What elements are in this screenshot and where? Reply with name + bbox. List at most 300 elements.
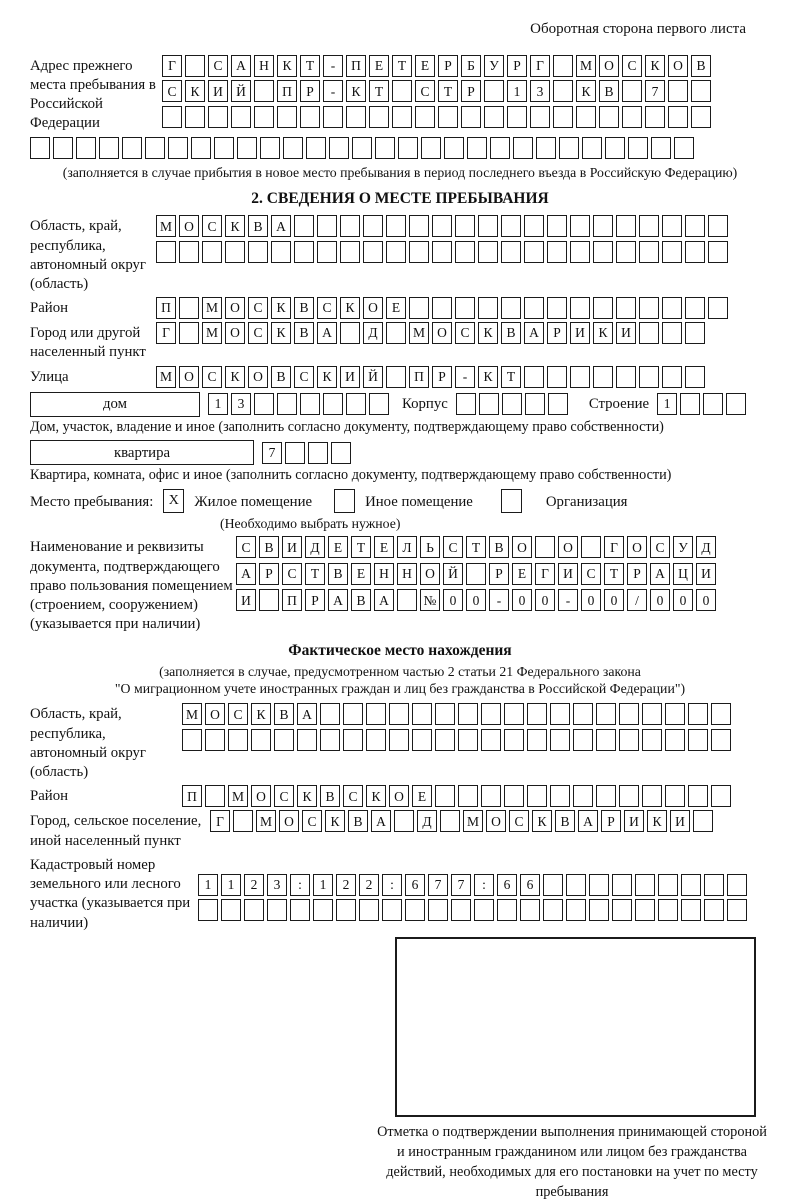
char-box[interactable] bbox=[392, 106, 412, 128]
char-box[interactable] bbox=[467, 137, 487, 159]
char-box[interactable] bbox=[593, 297, 613, 319]
char-box[interactable] bbox=[369, 393, 389, 415]
char-box[interactable] bbox=[185, 55, 205, 77]
char-box[interactable]: И bbox=[208, 80, 228, 102]
char-box[interactable] bbox=[182, 729, 202, 751]
char-box[interactable] bbox=[317, 215, 337, 237]
char-box[interactable] bbox=[208, 106, 228, 128]
char-box[interactable]: С bbox=[581, 563, 601, 585]
char-box[interactable]: Г bbox=[162, 55, 182, 77]
char-box[interactable] bbox=[386, 215, 406, 237]
char-box[interactable] bbox=[179, 241, 199, 263]
char-box[interactable] bbox=[228, 729, 248, 751]
char-box[interactable] bbox=[168, 137, 188, 159]
char-box[interactable]: О bbox=[179, 215, 199, 237]
char-box[interactable] bbox=[329, 137, 349, 159]
char-box[interactable]: - bbox=[489, 589, 509, 611]
char-box[interactable]: А bbox=[371, 810, 391, 832]
char-box[interactable] bbox=[300, 393, 320, 415]
char-box[interactable] bbox=[382, 899, 402, 921]
char-box[interactable]: Й bbox=[231, 80, 251, 102]
char-box[interactable] bbox=[553, 55, 573, 77]
char-box[interactable]: Е bbox=[351, 563, 371, 585]
char-box[interactable] bbox=[727, 874, 747, 896]
char-box[interactable] bbox=[343, 703, 363, 725]
char-box[interactable]: М bbox=[182, 703, 202, 725]
char-box[interactable]: 1 bbox=[313, 874, 333, 896]
char-box[interactable]: - bbox=[558, 589, 578, 611]
char-box[interactable] bbox=[570, 241, 590, 263]
char-box[interactable] bbox=[99, 137, 119, 159]
char-box[interactable] bbox=[451, 899, 471, 921]
char-box[interactable]: Р bbox=[300, 80, 320, 102]
char-box[interactable]: А bbox=[317, 322, 337, 344]
stay-other-checkbox[interactable] bbox=[334, 489, 355, 513]
char-box[interactable]: В bbox=[489, 536, 509, 558]
char-box[interactable] bbox=[320, 703, 340, 725]
char-box[interactable]: В bbox=[271, 366, 291, 388]
char-box[interactable]: Т bbox=[604, 563, 624, 585]
char-box[interactable] bbox=[389, 729, 409, 751]
char-box[interactable] bbox=[502, 393, 522, 415]
char-box[interactable]: : bbox=[290, 874, 310, 896]
char-box[interactable] bbox=[639, 366, 659, 388]
char-box[interactable]: У bbox=[484, 55, 504, 77]
char-box[interactable]: П bbox=[282, 589, 302, 611]
char-box[interactable] bbox=[593, 215, 613, 237]
char-box[interactable]: С bbox=[622, 55, 642, 77]
char-box[interactable]: Г bbox=[535, 563, 555, 585]
char-box[interactable] bbox=[323, 106, 343, 128]
char-box[interactable]: О bbox=[389, 785, 409, 807]
char-box[interactable] bbox=[576, 106, 596, 128]
char-box[interactable] bbox=[704, 899, 724, 921]
char-box[interactable]: Г bbox=[604, 536, 624, 558]
char-box[interactable] bbox=[635, 874, 655, 896]
char-box[interactable] bbox=[458, 703, 478, 725]
char-box[interactable] bbox=[346, 393, 366, 415]
char-box[interactable]: Р bbox=[547, 322, 567, 344]
char-box[interactable]: 0 bbox=[673, 589, 693, 611]
char-box[interactable]: В bbox=[555, 810, 575, 832]
char-box[interactable]: 6 bbox=[405, 874, 425, 896]
char-box[interactable]: К bbox=[271, 322, 291, 344]
char-box[interactable] bbox=[412, 703, 432, 725]
char-box[interactable] bbox=[681, 874, 701, 896]
char-box[interactable]: В bbox=[599, 80, 619, 102]
char-box[interactable] bbox=[688, 703, 708, 725]
char-box[interactable]: К bbox=[346, 80, 366, 102]
char-box[interactable]: О bbox=[558, 536, 578, 558]
char-box[interactable] bbox=[726, 393, 746, 415]
char-box[interactable]: 3 bbox=[530, 80, 550, 102]
char-box[interactable] bbox=[596, 785, 616, 807]
char-box[interactable]: Р bbox=[489, 563, 509, 585]
char-box[interactable] bbox=[478, 241, 498, 263]
char-box[interactable] bbox=[297, 729, 317, 751]
char-box[interactable]: 1 bbox=[208, 393, 228, 415]
char-box[interactable] bbox=[277, 106, 297, 128]
char-box[interactable]: Г bbox=[210, 810, 230, 832]
char-box[interactable] bbox=[619, 703, 639, 725]
char-box[interactable] bbox=[691, 80, 711, 102]
char-box[interactable]: И bbox=[570, 322, 590, 344]
char-box[interactable]: П bbox=[182, 785, 202, 807]
char-box[interactable] bbox=[214, 137, 234, 159]
char-box[interactable] bbox=[285, 442, 305, 464]
char-box[interactable] bbox=[612, 899, 632, 921]
char-box[interactable] bbox=[691, 106, 711, 128]
char-box[interactable]: А bbox=[328, 589, 348, 611]
char-box[interactable] bbox=[524, 297, 544, 319]
char-box[interactable] bbox=[685, 322, 705, 344]
char-box[interactable] bbox=[432, 297, 452, 319]
char-box[interactable] bbox=[237, 137, 257, 159]
char-box[interactable] bbox=[527, 729, 547, 751]
char-box[interactable] bbox=[596, 729, 616, 751]
char-box[interactable] bbox=[320, 729, 340, 751]
char-box[interactable] bbox=[251, 729, 271, 751]
char-box[interactable]: В bbox=[294, 297, 314, 319]
char-box[interactable] bbox=[599, 106, 619, 128]
char-box[interactable]: Й bbox=[363, 366, 383, 388]
char-box[interactable]: С bbox=[282, 563, 302, 585]
char-box[interactable]: 3 bbox=[267, 874, 287, 896]
char-box[interactable] bbox=[573, 703, 593, 725]
char-box[interactable]: С bbox=[228, 703, 248, 725]
char-box[interactable]: С bbox=[248, 297, 268, 319]
char-box[interactable] bbox=[225, 241, 245, 263]
char-box[interactable]: М bbox=[156, 366, 176, 388]
char-box[interactable] bbox=[605, 137, 625, 159]
char-box[interactable] bbox=[76, 137, 96, 159]
char-box[interactable]: М bbox=[202, 297, 222, 319]
char-box[interactable]: К bbox=[366, 785, 386, 807]
char-box[interactable] bbox=[428, 899, 448, 921]
char-box[interactable]: О bbox=[225, 297, 245, 319]
char-box[interactable] bbox=[708, 297, 728, 319]
char-box[interactable]: Б bbox=[461, 55, 481, 77]
char-box[interactable]: О bbox=[486, 810, 506, 832]
char-box[interactable] bbox=[254, 80, 274, 102]
char-box[interactable] bbox=[559, 137, 579, 159]
char-box[interactable] bbox=[642, 785, 662, 807]
char-box[interactable]: У bbox=[673, 536, 693, 558]
char-box[interactable] bbox=[274, 729, 294, 751]
char-box[interactable] bbox=[581, 536, 601, 558]
char-box[interactable] bbox=[300, 106, 320, 128]
char-box[interactable] bbox=[530, 106, 550, 128]
char-box[interactable] bbox=[662, 215, 682, 237]
char-box[interactable] bbox=[612, 874, 632, 896]
char-box[interactable]: С bbox=[162, 80, 182, 102]
char-box[interactable]: К bbox=[532, 810, 552, 832]
char-box[interactable]: С bbox=[208, 55, 228, 77]
char-box[interactable] bbox=[205, 729, 225, 751]
char-box[interactable]: В bbox=[501, 322, 521, 344]
char-box[interactable] bbox=[593, 366, 613, 388]
char-box[interactable] bbox=[386, 366, 406, 388]
char-box[interactable] bbox=[703, 393, 723, 415]
char-box[interactable]: А bbox=[297, 703, 317, 725]
char-box[interactable] bbox=[665, 703, 685, 725]
char-box[interactable]: 0 bbox=[443, 589, 463, 611]
char-box[interactable]: 7 bbox=[451, 874, 471, 896]
char-box[interactable] bbox=[363, 241, 383, 263]
char-box[interactable] bbox=[409, 297, 429, 319]
char-box[interactable] bbox=[244, 899, 264, 921]
char-box[interactable]: П bbox=[346, 55, 366, 77]
char-box[interactable] bbox=[259, 589, 279, 611]
char-box[interactable] bbox=[674, 137, 694, 159]
char-box[interactable]: Л bbox=[397, 536, 417, 558]
char-box[interactable]: 0 bbox=[535, 589, 555, 611]
char-box[interactable]: 2 bbox=[336, 874, 356, 896]
char-box[interactable]: - bbox=[455, 366, 475, 388]
char-box[interactable] bbox=[704, 874, 724, 896]
char-box[interactable] bbox=[405, 899, 425, 921]
char-box[interactable]: Й bbox=[443, 563, 463, 585]
char-box[interactable]: Е bbox=[374, 536, 394, 558]
char-box[interactable]: Г bbox=[530, 55, 550, 77]
char-box[interactable]: К bbox=[225, 366, 245, 388]
char-box[interactable]: : bbox=[382, 874, 402, 896]
char-box[interactable]: - bbox=[323, 80, 343, 102]
char-box[interactable]: Р bbox=[627, 563, 647, 585]
char-box[interactable]: Е bbox=[415, 55, 435, 77]
char-box[interactable]: О bbox=[599, 55, 619, 77]
char-box[interactable] bbox=[363, 215, 383, 237]
char-box[interactable] bbox=[231, 106, 251, 128]
char-box[interactable] bbox=[639, 322, 659, 344]
char-box[interactable] bbox=[547, 366, 567, 388]
char-box[interactable] bbox=[271, 241, 291, 263]
char-box[interactable]: К bbox=[478, 322, 498, 344]
char-box[interactable] bbox=[668, 106, 688, 128]
char-box[interactable] bbox=[440, 810, 460, 832]
char-box[interactable] bbox=[412, 729, 432, 751]
char-box[interactable] bbox=[185, 106, 205, 128]
char-box[interactable]: Д bbox=[696, 536, 716, 558]
char-box[interactable] bbox=[711, 785, 731, 807]
char-box[interactable] bbox=[553, 106, 573, 128]
char-box[interactable] bbox=[708, 241, 728, 263]
char-box[interactable] bbox=[394, 810, 414, 832]
char-box[interactable] bbox=[524, 366, 544, 388]
char-box[interactable] bbox=[680, 393, 700, 415]
char-box[interactable] bbox=[202, 241, 222, 263]
char-box[interactable] bbox=[550, 785, 570, 807]
char-box[interactable]: Н bbox=[397, 563, 417, 585]
char-box[interactable] bbox=[665, 729, 685, 751]
char-box[interactable] bbox=[543, 874, 563, 896]
char-box[interactable]: В bbox=[248, 215, 268, 237]
char-box[interactable]: О bbox=[420, 563, 440, 585]
char-box[interactable] bbox=[461, 106, 481, 128]
char-box[interactable]: О bbox=[179, 366, 199, 388]
char-box[interactable]: О bbox=[363, 297, 383, 319]
char-box[interactable]: Е bbox=[386, 297, 406, 319]
char-box[interactable] bbox=[504, 785, 524, 807]
char-box[interactable] bbox=[711, 729, 731, 751]
char-box[interactable] bbox=[527, 785, 547, 807]
char-box[interactable]: И bbox=[282, 536, 302, 558]
char-box[interactable] bbox=[668, 80, 688, 102]
char-box[interactable]: Д bbox=[363, 322, 383, 344]
char-box[interactable]: Д bbox=[417, 810, 437, 832]
char-box[interactable] bbox=[543, 899, 563, 921]
char-box[interactable] bbox=[283, 137, 303, 159]
char-box[interactable] bbox=[308, 442, 328, 464]
char-box[interactable]: 0 bbox=[581, 589, 601, 611]
char-box[interactable]: П bbox=[277, 80, 297, 102]
char-box[interactable] bbox=[513, 137, 533, 159]
char-box[interactable] bbox=[409, 241, 429, 263]
char-box[interactable] bbox=[435, 703, 455, 725]
char-box[interactable] bbox=[254, 106, 274, 128]
char-box[interactable] bbox=[550, 703, 570, 725]
char-box[interactable] bbox=[267, 899, 287, 921]
char-box[interactable] bbox=[490, 137, 510, 159]
char-box[interactable]: К bbox=[593, 322, 613, 344]
char-box[interactable]: 1 bbox=[221, 874, 241, 896]
char-box[interactable] bbox=[179, 297, 199, 319]
char-box[interactable]: А bbox=[524, 322, 544, 344]
char-box[interactable]: М bbox=[576, 55, 596, 77]
char-box[interactable] bbox=[727, 899, 747, 921]
char-box[interactable]: М bbox=[202, 322, 222, 344]
char-box[interactable]: Т bbox=[438, 80, 458, 102]
char-box[interactable] bbox=[484, 80, 504, 102]
char-box[interactable]: К bbox=[478, 366, 498, 388]
char-box[interactable]: / bbox=[627, 589, 647, 611]
char-box[interactable] bbox=[553, 80, 573, 102]
char-box[interactable]: 0 bbox=[512, 589, 532, 611]
char-box[interactable] bbox=[432, 241, 452, 263]
char-box[interactable] bbox=[708, 215, 728, 237]
char-box[interactable]: 7 bbox=[645, 80, 665, 102]
char-box[interactable]: Т bbox=[300, 55, 320, 77]
char-box[interactable] bbox=[635, 899, 655, 921]
char-box[interactable] bbox=[507, 106, 527, 128]
char-box[interactable] bbox=[313, 899, 333, 921]
char-box[interactable] bbox=[548, 393, 568, 415]
char-box[interactable] bbox=[122, 137, 142, 159]
char-box[interactable] bbox=[455, 241, 475, 263]
char-box[interactable]: 1 bbox=[507, 80, 527, 102]
char-box[interactable] bbox=[481, 703, 501, 725]
char-box[interactable]: С bbox=[343, 785, 363, 807]
char-box[interactable] bbox=[455, 297, 475, 319]
char-box[interactable] bbox=[665, 785, 685, 807]
char-box[interactable] bbox=[616, 241, 636, 263]
char-box[interactable]: 2 bbox=[244, 874, 264, 896]
char-box[interactable]: С bbox=[443, 536, 463, 558]
char-box[interactable] bbox=[589, 899, 609, 921]
char-box[interactable] bbox=[520, 899, 540, 921]
char-box[interactable] bbox=[435, 729, 455, 751]
char-box[interactable]: Е bbox=[412, 785, 432, 807]
char-box[interactable]: Т bbox=[305, 563, 325, 585]
char-box[interactable]: 6 bbox=[497, 874, 517, 896]
char-box[interactable]: Р bbox=[438, 55, 458, 77]
char-box[interactable] bbox=[619, 729, 639, 751]
char-box[interactable] bbox=[688, 729, 708, 751]
char-box[interactable]: Г bbox=[156, 322, 176, 344]
char-box[interactable]: Н bbox=[254, 55, 274, 77]
char-box[interactable]: А bbox=[578, 810, 598, 832]
char-box[interactable]: О bbox=[668, 55, 688, 77]
char-box[interactable] bbox=[662, 366, 682, 388]
char-box[interactable] bbox=[336, 899, 356, 921]
char-box[interactable] bbox=[343, 729, 363, 751]
char-box[interactable] bbox=[685, 366, 705, 388]
char-box[interactable]: В bbox=[320, 785, 340, 807]
char-box[interactable]: № bbox=[420, 589, 440, 611]
char-box[interactable] bbox=[340, 322, 360, 344]
char-box[interactable]: О bbox=[225, 322, 245, 344]
char-box[interactable]: И bbox=[670, 810, 690, 832]
char-box[interactable]: Д bbox=[305, 536, 325, 558]
char-box[interactable]: 7 bbox=[262, 442, 282, 464]
char-box[interactable] bbox=[386, 241, 406, 263]
char-box[interactable]: М bbox=[409, 322, 429, 344]
char-box[interactable] bbox=[550, 729, 570, 751]
char-box[interactable] bbox=[432, 215, 452, 237]
char-box[interactable]: 3 bbox=[231, 393, 251, 415]
char-box[interactable] bbox=[484, 106, 504, 128]
char-box[interactable]: В bbox=[348, 810, 368, 832]
char-box[interactable] bbox=[421, 137, 441, 159]
char-box[interactable] bbox=[658, 874, 678, 896]
char-box[interactable]: К bbox=[317, 366, 337, 388]
char-box[interactable] bbox=[573, 729, 593, 751]
char-box[interactable]: С bbox=[455, 322, 475, 344]
char-box[interactable] bbox=[525, 393, 545, 415]
char-box[interactable] bbox=[589, 874, 609, 896]
char-box[interactable]: О bbox=[248, 366, 268, 388]
char-box[interactable]: П bbox=[156, 297, 176, 319]
char-box[interactable]: В bbox=[691, 55, 711, 77]
char-box[interactable] bbox=[53, 137, 73, 159]
char-box[interactable] bbox=[616, 366, 636, 388]
char-box[interactable] bbox=[294, 241, 314, 263]
char-box[interactable] bbox=[455, 215, 475, 237]
char-box[interactable]: Т bbox=[501, 366, 521, 388]
char-box[interactable]: К bbox=[647, 810, 667, 832]
char-box[interactable] bbox=[651, 137, 671, 159]
char-box[interactable]: Т bbox=[392, 55, 412, 77]
char-box[interactable]: О bbox=[512, 536, 532, 558]
char-box[interactable]: С bbox=[415, 80, 435, 102]
char-box[interactable]: К bbox=[277, 55, 297, 77]
char-box[interactable]: И bbox=[696, 563, 716, 585]
char-box[interactable] bbox=[685, 241, 705, 263]
char-box[interactable] bbox=[205, 785, 225, 807]
char-box[interactable] bbox=[397, 589, 417, 611]
char-box[interactable] bbox=[535, 536, 555, 558]
char-box[interactable]: Р bbox=[507, 55, 527, 77]
char-box[interactable]: В bbox=[351, 589, 371, 611]
char-box[interactable] bbox=[685, 297, 705, 319]
char-box[interactable]: К bbox=[645, 55, 665, 77]
char-box[interactable]: Т bbox=[369, 80, 389, 102]
char-box[interactable] bbox=[501, 215, 521, 237]
char-box[interactable] bbox=[458, 785, 478, 807]
char-box[interactable] bbox=[248, 241, 268, 263]
char-box[interactable]: С bbox=[294, 366, 314, 388]
char-box[interactable] bbox=[662, 241, 682, 263]
